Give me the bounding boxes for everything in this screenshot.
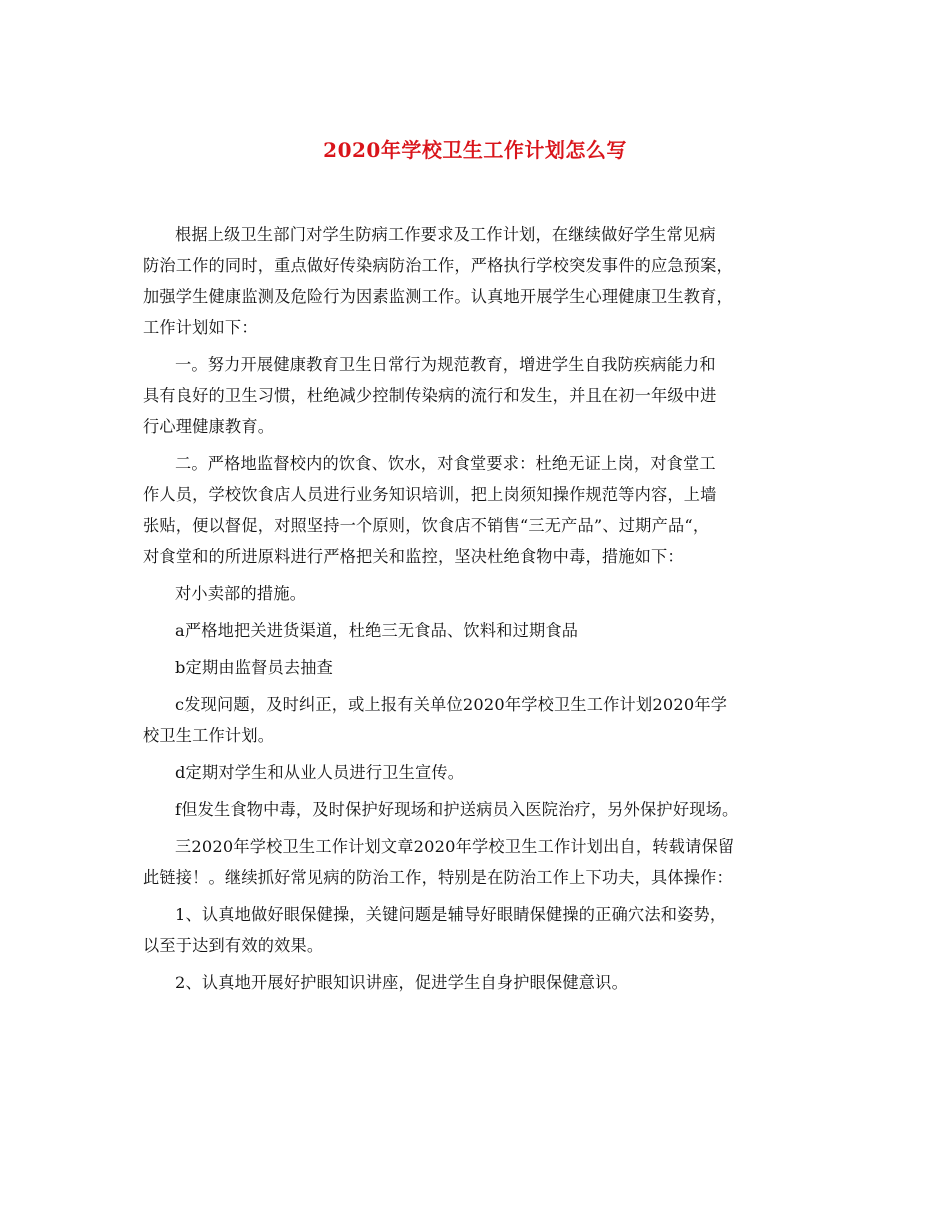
paragraph [143,578,823,609]
paragraph-line: c发现问题，及时纠正，或上报有关单位2020年学校卫生工作计划2020年学 [175,695,728,714]
paragraph-line: 工作计划如下： [143,318,258,337]
document-body [143,219,823,998]
paragraph-line: b定期由监督员去抽查 [175,658,334,677]
paragraph [143,448,823,572]
paragraph [143,899,823,961]
paragraph-line: 1、认真地做好眼保健操，关键问题是辅导好眼睛保健操的正确穴法和姿势， [175,905,727,924]
paragraph-line: f但发生食物中毒，及时保护好现场和护送病员入医院治疗，另外保护好现场。 [175,800,739,819]
paragraph-line: 加强学生健康监测及危险行为因素监测工作。认真地开展学生心理健康卫生教育， [143,287,733,306]
paragraph-line: 此链接！。继续抓好常见病的防治工作，特别是在防治工作上下功夫，具体操作： [143,868,733,887]
paragraph-line: 行心理健康教育。 [143,417,275,436]
paragraph [143,349,823,442]
paragraph [143,967,823,998]
paragraph [143,219,823,343]
paragraph-line: 以至于达到有效的效果。 [143,936,324,955]
paragraph-line: a严格地把关进货渠道，杜绝三无食品、饮料和过期食品 [175,621,579,640]
paragraph [143,652,823,683]
paragraph [143,831,823,893]
paragraph-line: d定期对学生和从业人员进行卫生宣传。 [175,763,465,782]
paragraph-line: 对小卖部的措施。 [175,584,307,603]
paragraph-line: 对食堂和的所进原料进行严格把关和监控，坚决杜绝食物中毒，措施如下： [143,547,684,566]
paragraph-line: 张贴，便以督促，对照坚持一个原则，饮食店不销售“三无产品”、过期产品“， [143,516,710,535]
document-title: 2020年学校卫生工作计划怎么写 [323,138,627,162]
paragraph [143,615,823,646]
paragraph [143,794,823,825]
paragraph-line: 一。努力开展健康教育卫生日常行为规范教育，增进学生自我防疾病能力和 [175,355,716,374]
paragraph-line: 2、认真地开展好护眼知识讲座，促进学生自身护眼保健意识。 [175,973,628,992]
paragraph-line: 三2020年学校卫生工作计划文章2020年学校卫生工作计划出自，转载请保留 [175,837,735,856]
paragraph-line: 二。严格地监督校内的饮食、饮水，对食堂要求：杜绝无证上岗，对食堂工 [175,454,716,473]
paragraph-line: 根据上级卫生部门对学生防病工作要求及工作计划，在继续做好学生常见病 [175,225,716,244]
paragraph-line: 作人员，学校饮食店人员进行业务知识培训，把上岗须知操作规范等内容，上墙 [143,485,717,504]
paragraph [143,689,823,751]
paragraph [143,757,823,788]
paragraph-line: 校卫生工作计划。 [143,726,275,745]
paragraph-line: 具有良好的卫生习惯，杜绝减少控制传染病的流行和发生，并且在初一年级中进 [143,386,717,405]
paragraph-line: 防治工作的同时，重点做好传染病防治工作，严格执行学校突发事件的应急预案， [143,256,733,275]
